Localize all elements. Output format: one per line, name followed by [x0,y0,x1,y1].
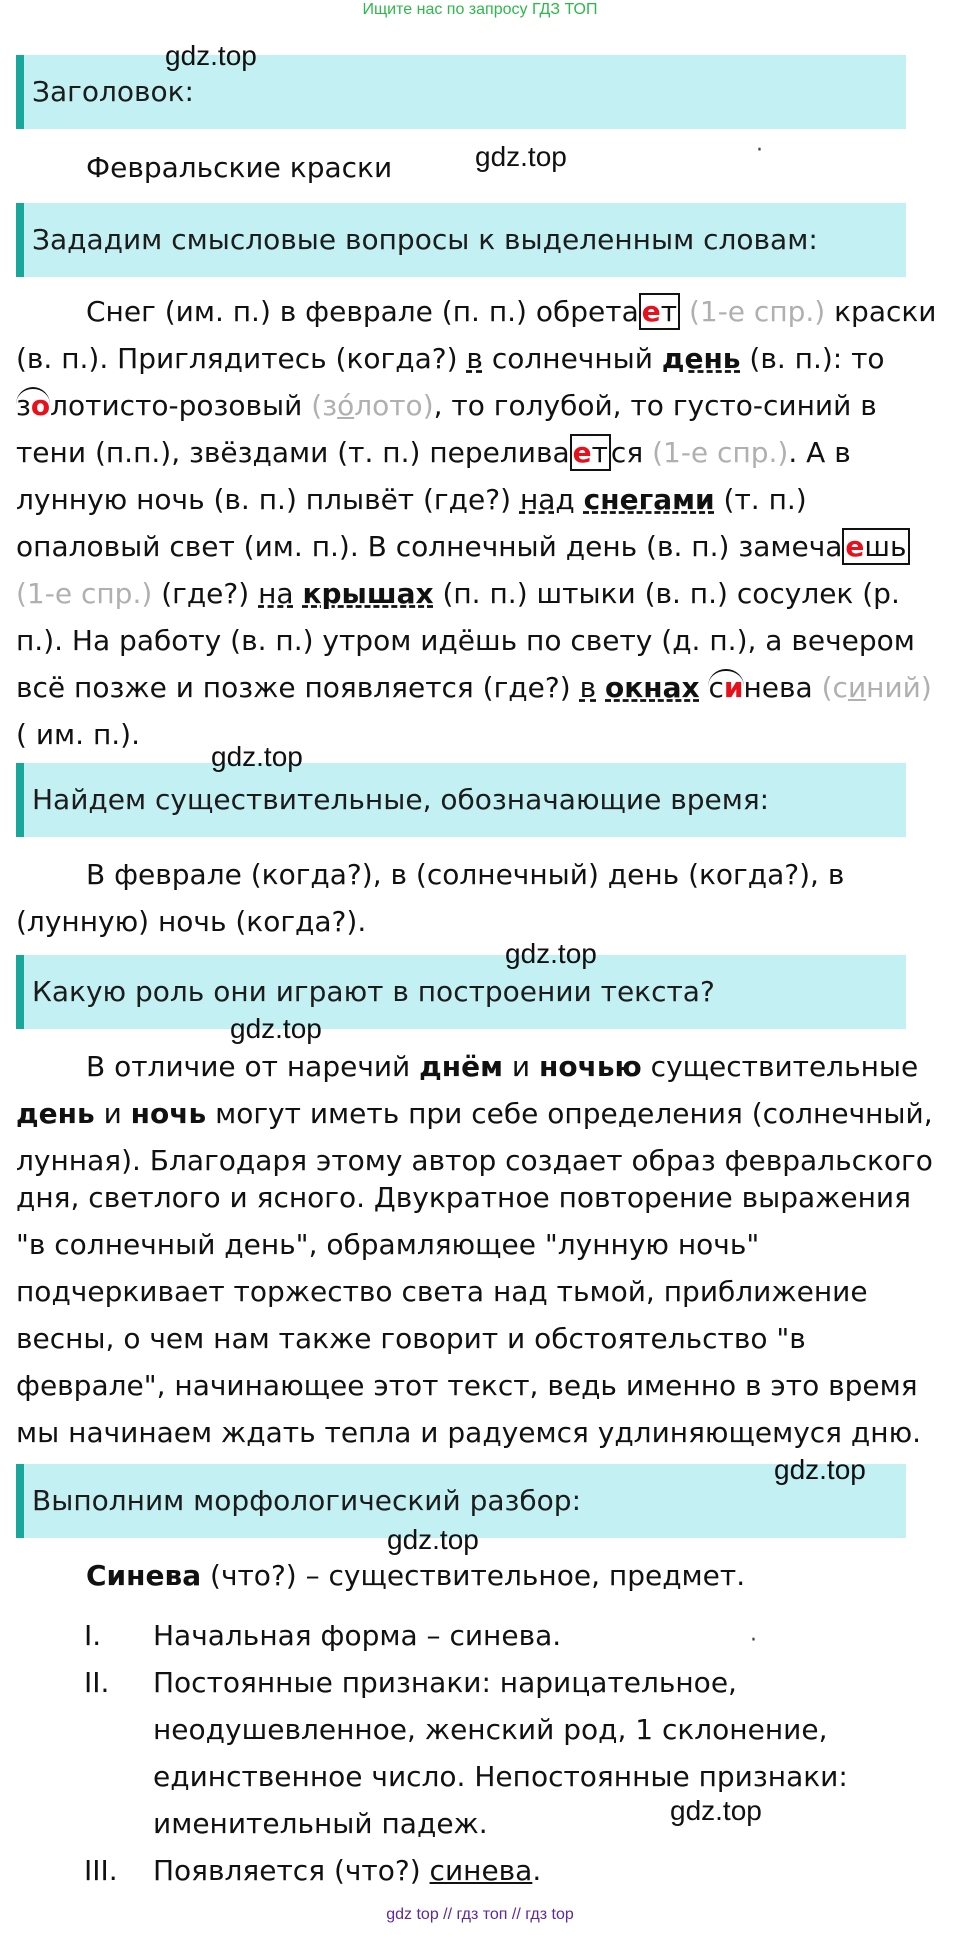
watermark: gdz.top [774,1454,866,1485]
ending-box: ешь [842,528,909,565]
paragraph-line: дня, светлого и ясного. Двукратное повторение выражения [16,1181,911,1214]
paragraph-line: тени (п.п.), звёздами (т. п.) перелива ет ся (1-е спр.). А в [16,436,851,469]
watermark: gdz.top [165,40,257,71]
paragraph-line: весны, о чем нам также говорит и обстоятельство "в [16,1322,806,1355]
section-heading: Найдем существительные, обозначающие время: [32,783,770,816]
speck: · [750,1628,757,1653]
list-text: Постоянные признаки: нарицательное, [153,1666,737,1699]
paragraph-line: мы начинаем ждать тепла и радуемся удлиняющемуся дню. [16,1416,922,1449]
watermark: gdz.top [211,741,303,772]
ending-box: ет [639,293,680,330]
paragraph-line: феврале", начинающее этот текст, ведь именно в это время [16,1369,918,1402]
stress-arc: зо [16,389,51,422]
paragraph-line: (1-е спр.) (где?) на крышах (п. п.) штыки (в. п.) сосулек (р. [16,577,900,610]
paragraph-line: Снег (им. п.) в феврале (п. п.) обрета ет (1-е спр.) краски [86,295,937,328]
watermark: gdz.top [230,1013,322,1044]
footer-separator: // [443,1906,453,1923]
watermark: gdz.top [387,1524,479,1555]
list-end: . [532,1854,542,1887]
footer-link[interactable]: gdz top [386,1906,439,1923]
section-banner-role [16,955,906,1029]
paragraph-line: п.). На работу (в. п.) утром идёшь по свету (д. п.), а вечером [16,624,915,657]
list-number: II. [84,1666,110,1699]
stress-arc: си [708,671,744,704]
section-heading: Выполним морфологический разбор: [32,1484,582,1517]
paragraph-line: ( им. п.). [16,718,140,751]
ending-box: ет [570,434,611,471]
paragraph-line: опаловый свет (им. п.). В солнечный день (в. п.) замеча ешь [16,523,910,570]
section-banner-questions [16,203,906,277]
section-heading: Какую роль они играют в построении текста? [32,975,715,1008]
paragraph-line: В отличие от наречий днём и ночью существительные [86,1050,919,1083]
paragraph-line: подчеркивает торжество света над тьмой, приближение [16,1275,868,1308]
paragraph-line: "в солнечный день", обрамляющее "лунную ночь" [16,1228,760,1261]
search-hint-link[interactable]: Ищите нас по запросу ГДЗ ТОП [362,1,598,18]
footer-link[interactable]: гдз топ [456,1906,508,1923]
list-text: Начальная форма – синева. [153,1619,562,1652]
footer-link[interactable]: гдз top [525,1906,574,1923]
speck: · [756,138,763,163]
paragraph-line: лунная). Благодаря этому автор создает образ февральского [16,1144,933,1177]
paragraph-line: (лунную) ночь (когда?). [16,905,367,938]
footer-separator: // [511,1906,521,1923]
list-text: Появляется (что?) [153,1854,421,1887]
list-item-continuation: неодушевленное, женский род, 1 склонение, [153,1713,828,1746]
section-heading: Заголовок: [32,75,194,108]
paragraph-line: (в. п.). Приглядитесь (когда?) в солнечный день (в. п.): то [16,342,885,375]
section-banner-time [16,763,906,837]
paragraph-line: всё позже и позже появляется (где?) в окнах синева (синий) [16,671,932,704]
watermark: gdz.top [475,141,567,172]
paragraph-line: день и ночь могут иметь при себе определения (солнечный, [16,1097,933,1130]
list-underlined-word: синева [429,1854,533,1887]
morph-intro: Синева (что?) – существительное, предмет. [86,1559,746,1592]
paragraph-line: золотисто-розовый (зо́лото), то голубой, то густо-синий в [16,389,877,422]
list-number: I. [84,1619,102,1652]
list-number: III. [84,1854,118,1887]
watermark: gdz.top [670,1795,762,1826]
section-heading: Зададим смысловые вопросы к выделенным словам: [32,223,818,256]
list-item-continuation: единственное число. Непостоянные признаки: [153,1760,848,1793]
watermark: gdz.top [505,938,597,969]
paragraph-line: лунную ночь (в. п.) плывёт (где?) над снегами (т. п.) [16,483,807,516]
section-banner-title [16,55,906,129]
list-item-continuation: именительный падеж. [153,1807,488,1840]
title-text: Февральские краски [86,151,393,184]
paragraph-line: В феврале (когда?), в (солнечный) день (когда?), в [86,858,845,891]
footer-links [0,1906,960,1924]
